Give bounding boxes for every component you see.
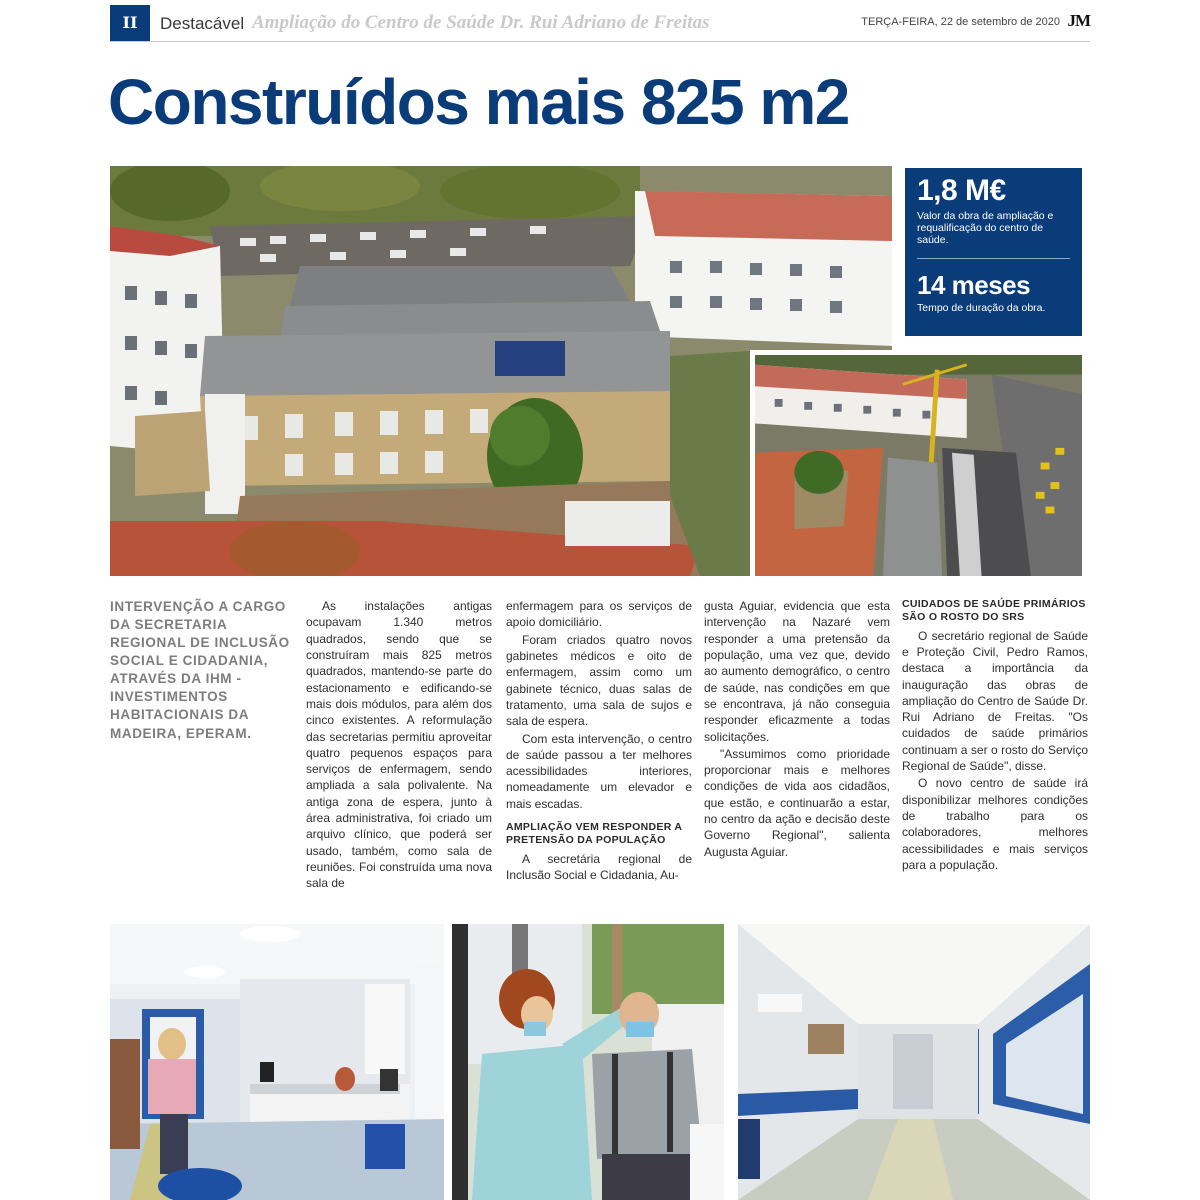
article-paragraph: Foram criados quatro novos gabinetes médicos e oito de enfermagem, assim como um gabinete técnico, duas salas de tratamento, uma sala de sujos e sala de espera. (506, 632, 692, 729)
article-column-3 (704, 598, 890, 860)
article-paragraph: Com esta intervenção, o centro de saúde passou a ter melhores acessibilidades interiores, nomeadamente um elevador e mais escadas. (506, 731, 692, 811)
article-column-2 (506, 598, 692, 883)
topic-label: Ampliação do Centro de Saúde Dr. Rui Adriano de Freitas (252, 12, 710, 33)
page-header (110, 0, 1090, 42)
duration-value: 14 meses (917, 270, 1031, 301)
article-paragraph: O secretário regional de Saúde e Proteção Civil, Pedro Ramos, destaca a importância da inauguração das obras de ampliação do Centro de Saúde Dr. Rui Adriano de Freitas. "Os cuidados de saúde primários continuam a ser o rosto do Serviço Regional de Saúde", disse. (902, 628, 1088, 774)
article-paragraph: As instalações antigas ocupavam 1.340 metros quadrados, sendo que se construíram mais 825 metros quadrados, mantendo-se parte do estacionamento e edificando-se mais dois módulos, para além dos cinco existentes. A reformulação das secretarias permitiu aproveitar quatro pequenos espaços para serviços de enfermagem, sendo ampliada a sala polivalente. Na antiga zona de espera, junto à área administrativa, foi criado um arquivo clínico, que poderá ser usado, também, como sala de reuniões. Foi construída uma nova sala de (306, 599, 492, 891)
cost-description: Valor da obra de ampliação e requalificação do centro de saúde. (917, 210, 1054, 246)
photo-reception-area (110, 924, 444, 1200)
article-paragraph: gusta Aguiar, evidencia que esta intervenção na Nazaré vem responder a uma pretensão da população, uma vez que, devido ao aumento demográfico, o centro de saúde, nas condições em que se encontrava, já não conseguia responder eficazmente a todas solicitações. (704, 599, 890, 744)
headline: Construídos mais 825 m2 (108, 66, 849, 138)
photo-temperature-check (452, 924, 724, 1200)
duration-description: Tempo de duração da obra. (917, 302, 1046, 315)
stats-box (905, 168, 1082, 336)
article-paragraph: enfermagem para os serviços de apoio domiciliário. (506, 599, 692, 630)
article-lead: INTERVENÇÃO A CARGO DA SECRETARIA REGIONAL DE INCLUSÃO SOCIAL E CIDADANIA, ATRAVÉS DA IHM - INVESTIMENTOS HABITACIONAIS DA MADEIRA, EPERAM. (110, 599, 290, 741)
article-column-4 (902, 598, 1088, 873)
subheading-primary-care: CUIDADOS DE SAÚDE PRIMÁRIOS SÃO O ROSTO DO SRS (902, 598, 1086, 623)
article-column-1 (306, 598, 492, 892)
photo-hallway (738, 924, 1090, 1200)
article-paragraph: O novo centro de saúde irá disponibilizar melhores condições de trabalho para os colaboradores, melhores acessibilidades e mais serviços para a população. (902, 776, 1088, 872)
issue-date: TERÇA-FEIRA, 22 de setembro de 2020 (861, 16, 1060, 28)
article-paragraph: "Assumimos como prioridade proporcionar mais e melhores condições de vida aos cidadãos, que estão, e continuarão a estar, no centro da ação e decisão deste Governo Regional", salienta Augusta Aguiar. (704, 746, 890, 859)
cost-value: 1,8 M€ (917, 174, 1006, 207)
article-paragraph: A secretária regional de Inclusão Social e Cidadania, Au- (506, 851, 692, 882)
page-number: II (110, 5, 150, 41)
subheading-population: AMPLIAÇÃO VEM RESPONDER A PRETENSÃO DA POPULAÇÃO (506, 821, 682, 846)
newspaper-logo: JM (1067, 11, 1090, 30)
stats-divider (917, 258, 1070, 259)
aerial-photo-construction (750, 350, 1082, 576)
section-label: Destacável (160, 14, 245, 33)
